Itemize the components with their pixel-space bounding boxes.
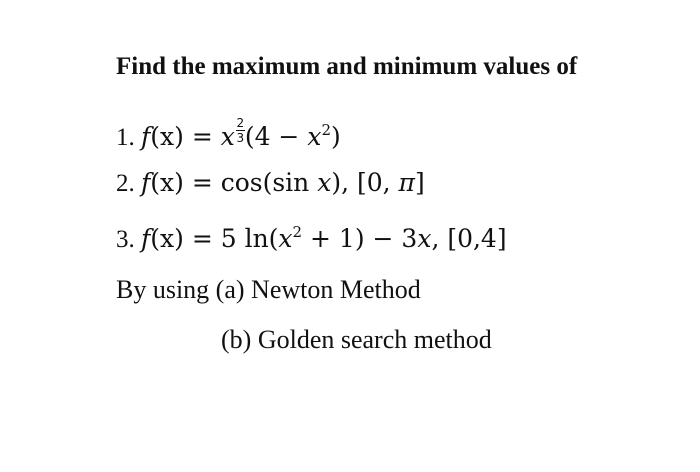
heading-title: Find the maximum and minimum values of bbox=[116, 53, 578, 80]
equals-sign: = bbox=[183, 224, 221, 253]
pi-symbol: π bbox=[398, 168, 415, 197]
expression-part: ), [0, bbox=[331, 168, 399, 197]
expression-part: ) bbox=[330, 122, 341, 151]
variable: x bbox=[307, 122, 322, 151]
variable: x bbox=[417, 224, 432, 253]
problem-2 bbox=[116, 168, 425, 198]
problem-number: 2. bbox=[116, 170, 135, 197]
expression-part: 5 ln( bbox=[220, 224, 279, 253]
function-arg: (x) bbox=[150, 224, 184, 253]
problem-number: 1. bbox=[116, 124, 135, 151]
equals-sign: = bbox=[183, 168, 221, 197]
function-name: f bbox=[141, 224, 151, 253]
expression-part: cos(sin bbox=[220, 168, 318, 197]
problem-number: 3. bbox=[116, 226, 135, 253]
problem-3-formula bbox=[141, 224, 507, 253]
method-line-2: (b) Golden search method bbox=[221, 325, 492, 354]
superscript: 2 bbox=[321, 121, 331, 139]
function-arg: (x) bbox=[150, 168, 184, 197]
problem-1 bbox=[116, 117, 341, 152]
expression-part: + 1) − 3 bbox=[302, 224, 418, 253]
function-name: f bbox=[141, 168, 151, 197]
exponent-numerator: 2 bbox=[236, 116, 245, 130]
variable: x bbox=[317, 168, 332, 197]
superscript: 2 bbox=[292, 223, 303, 241]
problem-2-formula bbox=[141, 168, 425, 197]
problem-1-formula bbox=[141, 116, 341, 151]
equals-sign: = bbox=[183, 122, 221, 151]
method-line: By using (a) Newton Method bbox=[116, 275, 421, 304]
problem-3 bbox=[116, 223, 507, 254]
expression-part: ] bbox=[414, 168, 425, 197]
function-arg: (x) bbox=[150, 122, 184, 151]
exponent-fraction bbox=[236, 117, 245, 144]
expression-part: , [0,4] bbox=[431, 224, 507, 253]
base-variable: x bbox=[220, 122, 235, 151]
exponent-denominator: 3 bbox=[236, 131, 245, 145]
function-name: f bbox=[141, 122, 151, 151]
variable: x bbox=[278, 224, 293, 253]
expression-part: (4 − bbox=[244, 122, 308, 151]
